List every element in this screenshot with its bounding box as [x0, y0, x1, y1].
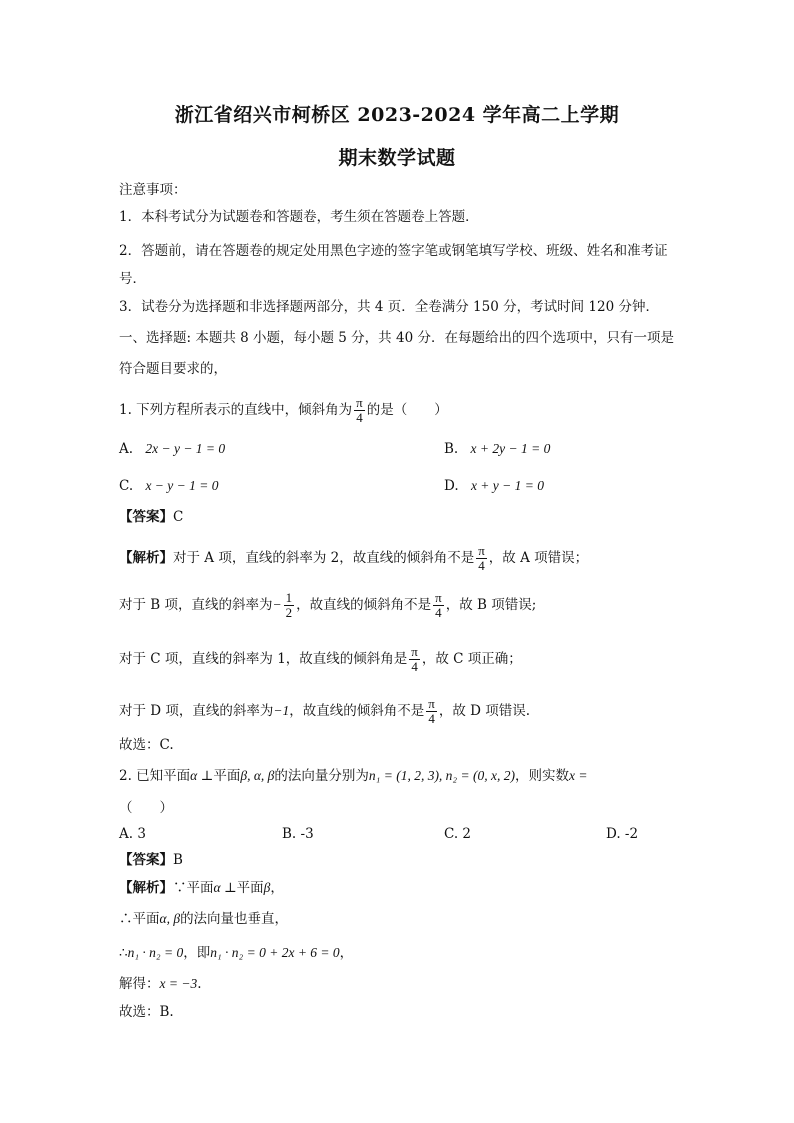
analysis-text: ，故 A 项错误；: [488, 550, 589, 566]
frac-denominator: 4: [435, 605, 442, 620]
analysis-text: .: [197, 976, 202, 992]
q2-analysis-line3: [119, 944, 353, 962]
q1-option-d: [444, 478, 544, 494]
q2-conclusion: 故选：B.: [119, 1004, 174, 1020]
analysis-text: ，: [270, 880, 284, 896]
option-equation: x − y − 1 = 0: [145, 478, 219, 493]
analysis-tag: 【解析】: [119, 550, 173, 566]
analysis-text: ，故 D 项错误.: [438, 703, 531, 719]
q1-answer: [119, 508, 183, 526]
option-label: D.: [444, 478, 459, 494]
notes-heading: 注意事项：: [119, 182, 187, 198]
analysis-text: ，即: [183, 945, 211, 961]
math-expr: x = −3: [159, 976, 198, 991]
frac-denominator: 4: [411, 659, 418, 674]
q1-analysis-line2: [119, 591, 536, 620]
section1-instructions-line1: 一、选择题: 本题共 8 小题，每小题 5 分，共 40 分．在每题给出的四个选项中，只有一项是: [119, 330, 674, 346]
frac-denominator: 4: [428, 711, 435, 726]
answer-value: C: [173, 509, 184, 525]
q1-option-a: [119, 441, 225, 457]
q2-analysis-line1: [119, 879, 284, 897]
analysis-text: ∴平面: [119, 911, 160, 927]
q1-option-c: [119, 478, 219, 494]
option-label: C.: [119, 478, 134, 494]
frac-denominator: 4: [356, 410, 363, 425]
analysis-text: ，故直线的倾斜角不是: [296, 597, 432, 613]
pi-over-4-fraction: [433, 591, 444, 620]
math-expr: β: [263, 880, 271, 895]
note-item-2b: 号．: [119, 271, 146, 287]
analysis-text: 平面: [236, 880, 264, 896]
q2-analysis-line4: [119, 975, 202, 993]
q1-stem: [119, 396, 448, 425]
pi-over-4-fraction: [476, 544, 487, 573]
frac-numerator: π: [428, 696, 435, 711]
q2-stem-text: 的法向量分别为: [274, 768, 369, 784]
analysis-text: 对于 C 项，直线的斜率为 1，故直线的倾斜角是: [119, 651, 408, 667]
analysis-text: 解得：: [119, 976, 160, 992]
analysis-text: 对于 B 项，直线的斜率为: [119, 597, 273, 613]
q2-answer: [119, 851, 183, 869]
analysis-text: 对于 A 项，直线的斜率为 2，故直线的倾斜角不是: [173, 550, 475, 566]
one-half-fraction: [284, 591, 295, 620]
answer-value: B: [173, 852, 183, 868]
section1-instructions-line2: 符合题目要求的，: [119, 361, 227, 377]
q2-stem-text: ，则实数: [514, 768, 569, 784]
analysis-tag: 【解析】: [119, 880, 173, 896]
q1-stem-tail: 的是（ ）: [366, 402, 448, 418]
slope-value: −1: [273, 703, 290, 718]
q2-option-d: D. -2: [606, 826, 639, 842]
q2-option-c: C. 2: [444, 826, 472, 842]
q2-stem-text: 2. 已知平面: [119, 768, 191, 784]
option-label: A.: [119, 441, 134, 457]
q2-stem-text: 平面: [213, 768, 241, 784]
analysis-text: ，故直线的倾斜角不是: [289, 703, 425, 719]
analysis-text: ，故 C 项正确；: [421, 651, 522, 667]
q2-analysis-line2: [119, 910, 288, 928]
frac-denominator: 2: [285, 605, 293, 620]
q2-option-a: A. 3: [119, 826, 146, 842]
q2-option-b: B. -3: [282, 826, 314, 842]
note-item-2a: 2．答题前，请在答题卷的规定处用黑色字迹的签字笔或钢笔填写学校、班级、姓名和准考证: [119, 243, 668, 259]
minus-sign: −: [272, 597, 282, 612]
frac-numerator: 1: [285, 590, 293, 605]
analysis-text: 对于 D 项，直线的斜率为: [119, 703, 274, 719]
option-equation: x + y − 1 = 0: [470, 478, 545, 493]
q1-stem-fraction: [354, 396, 365, 425]
q1-analysis-line1: [119, 544, 588, 573]
q1-analysis-line3: [119, 645, 522, 674]
doc-title-line2: 期末数学试题: [338, 147, 456, 169]
normal-vectors-expr: n₁ = (1, 2, 3), n₂ = (0, x, 2): [368, 768, 515, 783]
math-expr: α ⊥: [190, 768, 214, 783]
option-label: B.: [444, 441, 459, 457]
analysis-text: ，: [339, 945, 354, 961]
math-expr: α, β: [159, 911, 181, 926]
analysis-text: 的法向量也垂直，: [180, 911, 289, 927]
analysis-text: ∴: [119, 945, 128, 961]
frac-numerator: π: [478, 543, 485, 558]
math-expr: n₁ · n₂ = 0 + 2x + 6 = 0: [210, 945, 340, 960]
q2-stem-line2: （ ）: [119, 800, 173, 816]
math-expr: β, α, β: [240, 768, 275, 783]
analysis-text: ∵平面: [173, 880, 214, 896]
math-expr: x =: [568, 768, 588, 783]
q1-option-b: [444, 441, 550, 457]
math-expr: n₁ · n₂ = 0: [127, 945, 184, 960]
q2-stem: [119, 767, 587, 785]
note-item-3: 3．试卷分为选择题和非选择题两部分，共 4 页．全卷满分 150 分，考试时间 120 分钟．: [119, 299, 659, 315]
frac-numerator: π: [356, 395, 363, 410]
pi-over-4-fraction: [409, 645, 420, 674]
analysis-text: ，故 B 项错误;: [445, 597, 537, 613]
answer-tag: 【答案】: [119, 509, 173, 525]
q1-stem-text: 1. 下列方程所表示的直线中，倾斜角为: [119, 402, 353, 418]
option-equation: 2x − y − 1 = 0: [145, 441, 226, 456]
doc-title-line1: 浙江省绍兴市柯桥区 2023-2024 学年高二上学期: [174, 104, 620, 126]
q1-analysis-line4: [119, 697, 530, 726]
note-item-1: 1．本科考试分为试题卷和答题卷，考生须在答题卷上答题．: [119, 209, 479, 225]
q1-conclusion: 故选：C.: [119, 737, 174, 753]
frac-numerator: π: [411, 644, 418, 659]
option-equation: x + 2y − 1 = 0: [470, 441, 551, 456]
math-expr: α ⊥: [213, 880, 237, 895]
frac-denominator: 4: [478, 558, 485, 573]
answer-tag: 【答案】: [119, 852, 173, 868]
pi-over-4-fraction: [426, 697, 437, 726]
frac-numerator: π: [435, 590, 442, 605]
